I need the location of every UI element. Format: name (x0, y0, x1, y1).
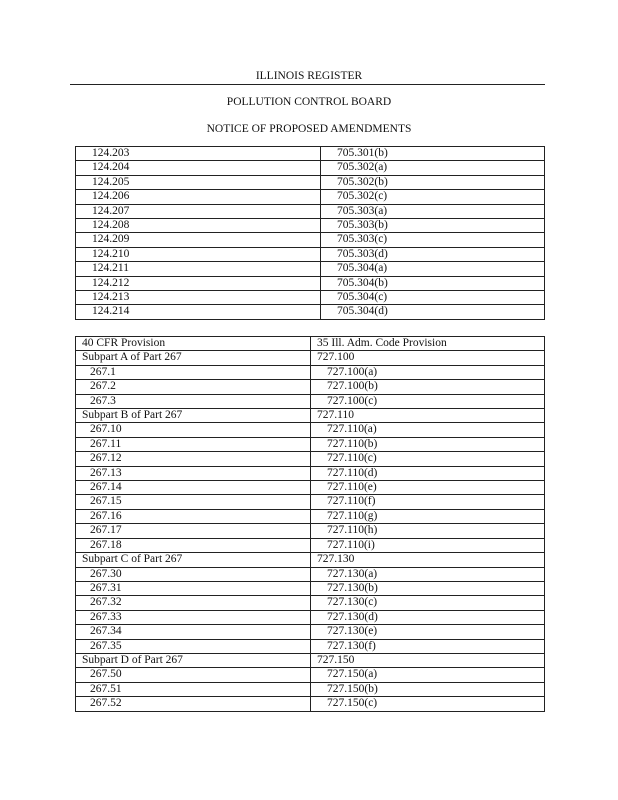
cfr-cell: 124.205 (76, 175, 321, 189)
cfr-cell: 267.12 (76, 452, 311, 466)
cfr-cell: 267.51 (76, 682, 311, 696)
table-row (76, 437, 545, 451)
iac-cell: 727.150 (311, 653, 545, 667)
table-row (76, 175, 545, 189)
cfr-cell: 124.208 (76, 219, 321, 233)
table-row (76, 351, 545, 365)
iac-cell: 727.150(c) (311, 697, 545, 711)
iac-cell: 727.100(c) (311, 394, 545, 408)
cfr-cell: 267.32 (76, 596, 311, 610)
iac-cell: 705.303(a) (321, 204, 545, 218)
cfr-cell: 267.13 (76, 466, 311, 480)
table-row (76, 581, 545, 595)
iac-cell: 727.130(c) (311, 596, 545, 610)
cfr-cell: 267.14 (76, 481, 311, 495)
cfr-cell: 267.1 (76, 365, 311, 379)
iac-cell: 727.110(c) (311, 452, 545, 466)
table-row (76, 466, 545, 480)
table-row (76, 524, 545, 538)
iac-cell: 727.130 (311, 553, 545, 567)
cfr-cell: 124.213 (76, 291, 321, 305)
iac-cell: 705.302(c) (321, 190, 545, 204)
iac-cell: 727.100 (311, 351, 545, 365)
cfr-cell: Subpart D of Part 267 (76, 653, 311, 667)
table-row (76, 190, 545, 204)
table-row (76, 291, 545, 305)
iac-cell: 727.100(a) (311, 365, 545, 379)
iac-cell: 727.110 (311, 409, 545, 423)
table-row (76, 653, 545, 667)
table-row (76, 305, 545, 319)
iac-cell: 705.304(b) (321, 276, 545, 290)
iac-cell: 727.110(b) (311, 437, 545, 451)
table-row (76, 610, 545, 624)
table-row (76, 219, 545, 233)
cfr-cell: 124.203 (76, 147, 321, 161)
iac-cell: 727.130(b) (311, 581, 545, 595)
cfr-cell: 267.17 (76, 524, 311, 538)
table-row (76, 365, 545, 379)
cfr-cell: 267.15 (76, 495, 311, 509)
agency-title: POLLUTION CONTROL BOARD (226, 96, 392, 108)
cfr-cell: Subpart B of Part 267 (76, 409, 311, 423)
table-row (76, 233, 545, 247)
table-row (76, 596, 545, 610)
iac-cell: 705.304(a) (321, 262, 545, 276)
table-row (76, 247, 545, 261)
iac-cell: 727.110(e) (311, 481, 545, 495)
iac-cell: 727.110(g) (311, 509, 545, 523)
table-row (76, 423, 545, 437)
header-iac: 35 Ill. Adm. Code Provision (311, 337, 545, 351)
table-row (76, 276, 545, 290)
table-row (76, 682, 545, 696)
cfr-cell: 267.33 (76, 610, 311, 624)
cfr-cell: 124.206 (76, 190, 321, 204)
iac-cell: 705.304(d) (321, 305, 545, 319)
table-row (76, 481, 545, 495)
iac-cell: 727.100(b) (311, 380, 545, 394)
cfr-cell: 267.35 (76, 639, 311, 653)
cfr-cell: 267.10 (76, 423, 311, 437)
iac-cell: 727.130(a) (311, 567, 545, 581)
register-title: ILLINOIS REGISTER (255, 70, 363, 82)
cfr-cell: 124.214 (76, 305, 321, 319)
cfr-cell: 267.18 (76, 538, 311, 552)
cfr-cell: 267.34 (76, 625, 311, 639)
iac-cell: 727.130(f) (311, 639, 545, 653)
table-row (76, 553, 545, 567)
cfr-cell: 267.50 (76, 668, 311, 682)
table-row (76, 625, 545, 639)
table-row (76, 452, 545, 466)
table-row (76, 639, 545, 653)
table-row (76, 567, 545, 581)
iac-cell: 727.110(i) (311, 538, 545, 552)
iac-cell: 705.303(b) (321, 219, 545, 233)
iac-cell: 727.130(d) (311, 610, 545, 624)
cfr-cell: 267.3 (76, 394, 311, 408)
notice-title: NOTICE OF PROPOSED AMENDMENTS (206, 123, 412, 135)
cfr-cell: 267.30 (76, 567, 311, 581)
table-row (76, 509, 545, 523)
iac-cell: 705.303(d) (321, 247, 545, 261)
cfr-cell: Subpart A of Part 267 (76, 351, 311, 365)
cfr-cell: 267.16 (76, 509, 311, 523)
table-row (76, 495, 545, 509)
cfr-cell: 124.209 (76, 233, 321, 247)
iac-cell: 727.150(b) (311, 682, 545, 696)
iac-cell: 727.110(f) (311, 495, 545, 509)
cfr-cell: 267.52 (76, 697, 311, 711)
cfr-cell: 124.210 (76, 247, 321, 261)
iac-cell: 727.110(a) (311, 423, 545, 437)
table-row (76, 204, 545, 218)
table-row (76, 409, 545, 423)
table-row (76, 161, 545, 175)
header-cfr: 40 CFR Provision (76, 337, 311, 351)
iac-cell: 705.303(c) (321, 233, 545, 247)
iac-cell: 727.130(e) (311, 625, 545, 639)
table-row (76, 538, 545, 552)
table-row (76, 668, 545, 682)
table-header-row (76, 337, 545, 351)
cfr-cell: 267.2 (76, 380, 311, 394)
cfr-cell: 124.204 (76, 161, 321, 175)
iac-cell: 705.304(c) (321, 291, 545, 305)
cfr-cell: 124.207 (76, 204, 321, 218)
provision-table-124 (75, 146, 545, 320)
table-row (76, 147, 545, 161)
iac-cell: 727.150(a) (311, 668, 545, 682)
header-rule (70, 84, 545, 85)
iac-cell: 727.110(d) (311, 466, 545, 480)
iac-cell: 705.301(b) (321, 147, 545, 161)
cfr-cell: 124.211 (76, 262, 321, 276)
provision-table-267 (75, 336, 545, 712)
cfr-cell: 267.11 (76, 437, 311, 451)
cfr-cell: 124.212 (76, 276, 321, 290)
cfr-cell: 267.31 (76, 581, 311, 595)
iac-cell: 705.302(b) (321, 175, 545, 189)
table-row (76, 380, 545, 394)
iac-cell: 727.110(h) (311, 524, 545, 538)
table-row (76, 697, 545, 711)
table-row (76, 262, 545, 276)
iac-cell: 705.302(a) (321, 161, 545, 175)
cfr-cell: Subpart C of Part 267 (76, 553, 311, 567)
table-row (76, 394, 545, 408)
